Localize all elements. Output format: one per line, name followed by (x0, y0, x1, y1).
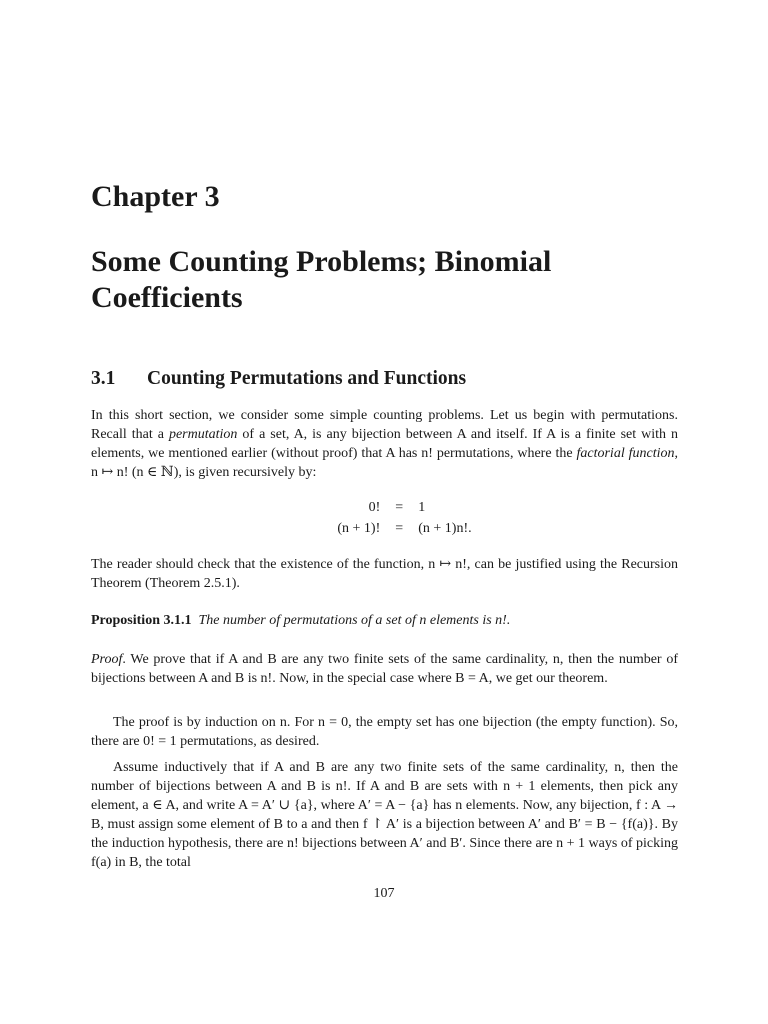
equation-rhs: (n + 1)n!. (418, 521, 472, 536)
term-factorial-function: factorial function (576, 446, 675, 461)
induction-paragraph: Assume inductively that if A and B are any two finite sets of the same cardinality, n, then the number of bijections between A and B is n!. If A and B are sets with n + 1 elements, then pick any element, a ∈ A, and write A = A′ ∪ {a}, where A′ = A − {a} has n elements. Now, any bijection, f : A → B, must assign some element of B to a and then f ↾ A′ is a bijection between A′ and B′ = B − {f(a)}. By the induction hypothesis, there are n! bijections between A′ and B′. Since there are n + 1 ways of picking f(a) in B, the total (91, 760, 678, 870)
section-title: Counting Permutations and Functions (147, 368, 467, 389)
intro-text-2: of a set, A, is any bijection between A and itself. If A is a finite set with n elements, we mentioned earlier (without proof) that A has n! permutations, where the (91, 427, 678, 461)
proof-label: Proof (91, 652, 123, 667)
intro-text-3: , n ↦ n! (n ∈ ℕ), is given recursively by: (91, 446, 678, 480)
proposition-statement: The number of permutations of a set of n elements is n!. (198, 613, 511, 628)
section-number: 3.1 (91, 368, 116, 389)
section-heading (91, 368, 466, 390)
equation-lhs: (n + 1)! (337, 521, 381, 536)
proposition (91, 611, 678, 630)
intro-text-1: In this short section, we consider some simple counting problems. Let us begin with permutations. Recall that a (91, 408, 678, 442)
proposition-label: Proposition 3.1.1 (91, 613, 192, 628)
proof-text: . We prove that if A and B are any two finite sets of the same cardinality, n, then the number of bijections between A and B is n!. Now, in the special case where B = A, we get our theorem. (91, 652, 678, 686)
base-case-paragraph: The proof is by induction on n. For n = 0, the empty set has one bijection (the empty function). So, there are 0! = 1 permutations, as desired. (91, 715, 678, 749)
factorial-equation (91, 497, 678, 539)
chapter-title: Some Counting Problems; Binomial Coefficients (91, 245, 552, 314)
term-permutation: permutation (168, 427, 238, 442)
page-number: 107 (373, 886, 395, 901)
intro-paragraph (91, 406, 678, 482)
recursion-paragraph: The reader should check that the existence of the function, n ↦ n!, can be justified using the Recursion Theorem (Theorem 2.5.1). (91, 557, 678, 591)
equation-row (333, 518, 475, 539)
chapter-label: Chapter 3 (91, 180, 220, 213)
equation-rhs: 1 (418, 500, 426, 515)
equation-row (333, 497, 475, 518)
equation-relation: = (395, 500, 404, 515)
equation-lhs: 0! (368, 500, 381, 515)
proof-paragraph (91, 650, 678, 688)
equation-relation: = (395, 521, 404, 536)
